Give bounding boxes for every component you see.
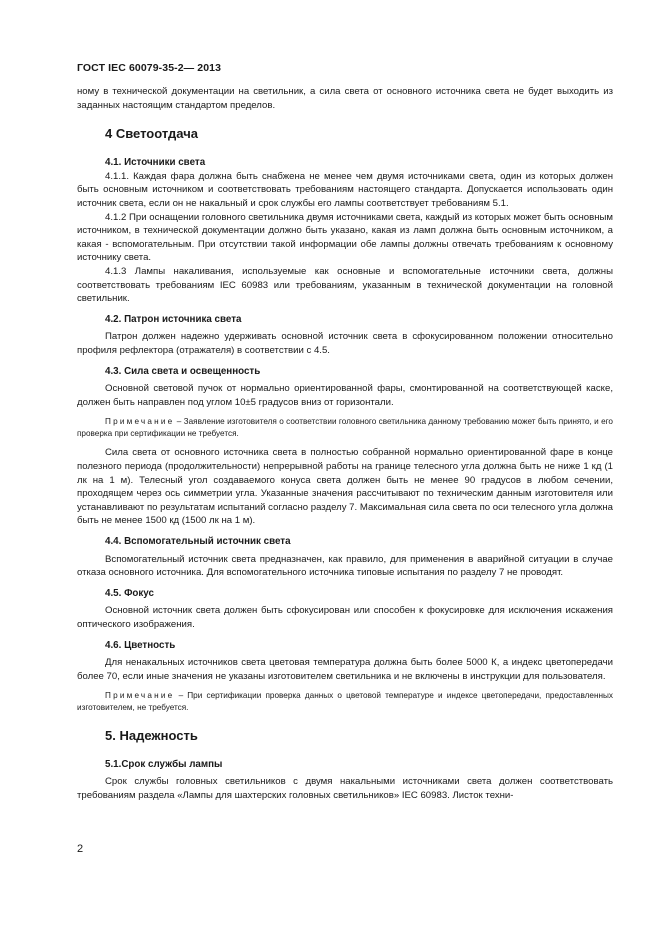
subsection-4-1-heading: 4.1. Источники света <box>105 157 206 169</box>
paragraph-4-4: Вспомогательный источник света предназначен, как правило, для применения в аварийной ситуации в случае отказа основного источника. Для вспомогательного источника типовые испытания по разделу 7 не проводят. <box>77 553 613 579</box>
note-text: – Заявление изготовителя о соответствии головного светильника данному требованию может быть принято, и его проверка при сертификации не требуется. <box>77 417 613 438</box>
subsection-4-6-heading: 4.6. Цветность <box>105 639 176 651</box>
intro-paragraph: ному в технической документации на светильник, а сила света от основного источника света не будет выходить из заданных настоящим стандартом пределов. <box>77 86 613 111</box>
note-text: – При сертификации проверка данных о цветовой температуре и индексе цветопередачи, предоставленных изготовителем, не требуется. <box>77 691 613 712</box>
paragraph-4-1-3: 4.1.3 Лампы накаливания, используемые как основные и вспомогательные источники света, должны соответствовать требованиям IEC 60983 или требованиям, указанным в технической документации на головной светильник. <box>77 265 613 305</box>
note-4-6 <box>77 690 613 713</box>
note-4-3 <box>77 416 613 439</box>
section-4-heading: 4 Светоотдача <box>105 126 198 142</box>
note-lead: Примечание <box>105 691 175 701</box>
subsection-4-5-heading: 4.5. Фокус <box>105 587 154 599</box>
paragraph-4-2: Патрон должен надежно удерживать основной источник света в сфокусированном положении относительно профиля рефлектора (отражателя) в соответствии с 4.5. <box>77 331 613 356</box>
paragraph-5-1: Срок службы головных светильников с двумя накальными источниками света должен соответствовать требованиям раздела «Лампы для шахтерских головных светильников» IEC 60983. Листок техни- <box>77 776 613 801</box>
note-lead: Примечание <box>105 417 175 427</box>
page-content <box>77 85 613 802</box>
page-number: 2 <box>77 843 84 855</box>
paragraph-4-3-beam: Основной световой пучок от нормально ориентированной фары, смонтированной на соответствующей каске, должен быть направлен под углом 10±5 градусов вниз от горизонтали. <box>77 383 613 408</box>
section-5-heading: 5. Надежность <box>105 727 198 743</box>
subsection-4-3-heading: 4.3. Сила света и освещенность <box>105 365 261 377</box>
subsection-4-2-heading: 4.2. Патрон источника света <box>105 313 242 325</box>
subsection-4-4-heading: 4.4. Вспомогательный источник света <box>105 536 291 548</box>
paragraph-4-5: Основной источник света должен быть сфокусирован или способен к фокусировке для исключения искажения оптического изображения. <box>77 605 613 630</box>
paragraph-4-1-1: 4.1.1. Каждая фара должна быть снабжена не менее чем двумя источниками света, один из которых должен быть основным источником и соответствовать требованиям настоящего стандарта. Допускается использовать один источник света, если он не накальный и срок службы его лампы соответствует требованиям 5.1. <box>77 170 613 209</box>
standard-header: ГОСТ IEC 60079-35-2— 2013 <box>77 62 222 74</box>
paragraph-4-1-2: 4.1.2 При оснащении головного светильника двумя источниками света, каждый из которых может быть основным источником, в технической документации должно быть указано, какая из ламп должна быть основным источником, а какая - вспомогательным. При отсутствии такой информации обе лампы должны отвечать требованиям к основному источнику света. <box>77 211 613 264</box>
paragraph-4-6: Для ненакальных источников света цветовая температура должна быть более 5000 К, а индекс цветопередачи более 70, если иные значения не указаны изготовителем светильника и не включены в инструкции для пользователя. <box>77 657 613 682</box>
subsection-5-1-heading: 5.1.Срок службы лампы <box>105 758 223 770</box>
paragraph-4-3-intensity: Сила света от основного источника света в полностью собранной нормально ориентированной фаре в конце полезного периода (продолжительности) непрерывной работы на границе телесного угла должна быть не ниже 1 кд (1 лк на 1 м). Телесный угол создаваемого конуса света должен быть не менее 90 градусов в любом сечении, проходящем через ось симметрии угла. Указанные значения рассчитывают по техническим данным изготовителя или устанавливают по результатам испытаний согласно разделу 7. Максимальная сила света по оси телесного угла должна быть не менее 1500 кд (1500 лк на 1 м). <box>77 447 613 527</box>
